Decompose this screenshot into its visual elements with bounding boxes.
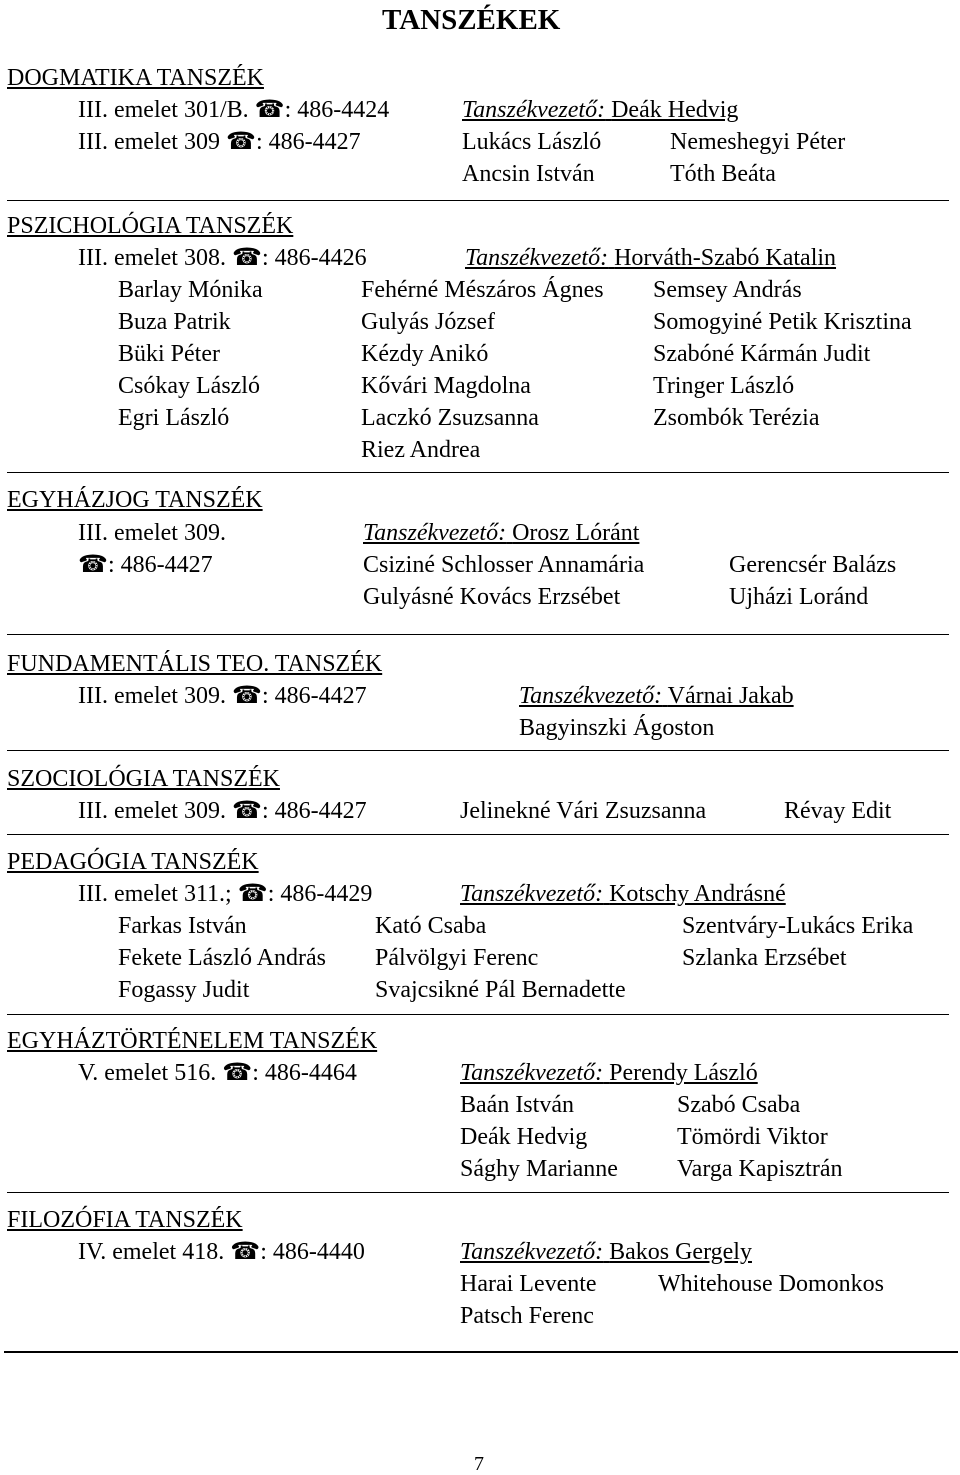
location: III. emelet 309.: [78, 683, 226, 709]
staff-name: Buza Patrik: [118, 309, 231, 335]
dept-egyhazjog-head: [363, 521, 639, 545]
staff-name: Nemeshegyi Péter: [670, 129, 846, 155]
phone-icon: ☎: [254, 97, 285, 123]
divider: [7, 634, 949, 635]
phone-icon: ☎: [225, 129, 256, 155]
head-label: Tanszékvezető:: [363, 520, 507, 546]
dept-dogmatika-location-2: [78, 130, 361, 154]
location: III. emelet 309.: [78, 798, 226, 824]
head-name: Horváth-Szabó Katalin: [614, 245, 837, 271]
phone-icon: ☎: [231, 798, 262, 824]
staff-name: Baán István: [460, 1092, 574, 1118]
staff-name: Farkas István: [118, 913, 247, 939]
staff-name: Lukács László: [462, 129, 602, 155]
location: V. emelet 516.: [78, 1060, 217, 1086]
staff-name: Szabó Csaba: [677, 1092, 801, 1118]
staff-name: Barlay Mónika: [118, 277, 263, 303]
dept-pszichologia-location: [78, 246, 367, 270]
head-label: Tanszékvezető:: [465, 245, 609, 271]
staff-name: Jelinekné Vári Zsuzsanna: [460, 798, 707, 824]
staff-name: Gulyásné Kovács Erzsébet: [363, 584, 621, 610]
dept-pszichologia-name: PSZICHOLÓGIA TANSZÉK: [7, 213, 294, 239]
staff-name: Ujházi Loránd: [729, 584, 869, 610]
location: III. emelet 301/B.: [78, 97, 249, 123]
dept-egyhaztortenelem-head: [460, 1061, 758, 1085]
phone-number: : 486-4424: [284, 97, 390, 123]
location: III. emelet 308.: [78, 245, 226, 271]
phone-number: : 486-4426: [261, 245, 367, 271]
staff-name: Csiziné Schlosser Annamária: [363, 552, 645, 578]
staff-name: Deák Hedvig: [460, 1124, 588, 1150]
staff-name: Varga Kapisztrán: [677, 1156, 843, 1182]
divider: [7, 472, 949, 473]
staff-name: Pálvölgyi Ferenc: [375, 945, 539, 971]
head-name: Várnai Jakab: [667, 683, 794, 709]
phone-number: : 486-4427: [261, 683, 367, 709]
phone-number: : 486-4427: [261, 798, 367, 824]
staff-name: Kővári Magdolna: [361, 373, 531, 399]
staff-name: Kató Csaba: [375, 913, 487, 939]
phone-icon: ☎: [78, 552, 108, 578]
page-number: 7: [474, 1453, 484, 1475]
page-title: TANSZÉKEK: [382, 4, 561, 36]
location: III. emelet 311.;: [78, 881, 232, 907]
phone-number: : 486-4427: [255, 129, 361, 155]
head-name: Perendy László: [609, 1060, 758, 1086]
dept-egyhazjog-phone: [78, 553, 213, 577]
phone-icon: ☎: [222, 1060, 253, 1086]
dept-fundamentalis-location: [78, 684, 367, 708]
divider: [4, 1351, 958, 1353]
staff-name: Laczkó Zsuzsanna: [361, 405, 539, 431]
dept-filozofia-name: FILOZÓFIA TANSZÉK: [7, 1207, 243, 1233]
dept-filozofia-location: [78, 1240, 365, 1264]
phone-icon: ☎: [231, 683, 262, 709]
head-name: Orosz Lóránt: [512, 520, 640, 546]
dept-egyhaztortenelem-location: [78, 1061, 357, 1085]
dept-egyhaztortenelem-name: EGYHÁZTÖRTÉNELEM TANSZÉK: [7, 1028, 378, 1054]
phone-number: : 486-4427: [108, 552, 213, 578]
staff-name: Szlanka Erzsébet: [682, 945, 847, 971]
staff-name: Csókay László: [118, 373, 260, 399]
staff-name: Büki Péter: [118, 341, 220, 367]
phone-icon: ☎: [230, 1239, 261, 1265]
divider: [7, 1014, 949, 1015]
staff-name: Gerencsér Balázs: [729, 552, 897, 578]
location: III. emelet 309: [78, 129, 220, 155]
staff-name: Patsch Ferenc: [460, 1303, 594, 1329]
head-label: Tanszékvezető:: [519, 683, 663, 709]
dept-fundamentalis-name: FUNDAMENTÁLIS TEO. TANSZÉK: [7, 651, 383, 677]
staff-name: Ancsin István: [462, 161, 595, 187]
dept-egyhazjog-name: EGYHÁZJOG TANSZÉK: [7, 487, 263, 513]
dept-pedagogia-location: [78, 882, 372, 906]
divider: [7, 750, 949, 751]
dept-dogmatika-head: [462, 98, 738, 122]
staff-name: Sághy Marianne: [460, 1156, 618, 1182]
phone-number: : 486-4429: [267, 881, 373, 907]
dept-dogmatika-location-1: [78, 98, 389, 122]
staff-name: Szabóné Kármán Judit: [653, 341, 871, 367]
head-label: Tanszékvezető:: [460, 881, 604, 907]
dept-fundamentalis-head: [519, 684, 794, 708]
staff-name: Riez Andrea: [361, 437, 481, 463]
divider: [7, 834, 949, 835]
staff-name: Tringer László: [653, 373, 795, 399]
divider: [7, 200, 949, 201]
staff-name: Harai Levente: [460, 1271, 597, 1297]
dept-pedagogia-name: PEDAGÓGIA TANSZÉK: [7, 849, 259, 875]
staff-name: Fogassy Judit: [118, 977, 250, 1003]
dept-pedagogia-head: [460, 882, 786, 906]
head-name: Deák Hedvig: [611, 97, 739, 123]
staff-name: Szentváry-Lukács Erika: [682, 913, 914, 939]
staff-name: Kézdy Anikó: [361, 341, 489, 367]
location: IV. emelet 418.: [78, 1239, 225, 1265]
staff-name: Zsombók Terézia: [653, 405, 820, 431]
staff-name: Svajcsikné Pál Bernadette: [375, 977, 626, 1003]
dept-dogmatika-name: DOGMATIKA TANSZÉK: [7, 65, 264, 91]
staff-name: Whitehouse Domonkos: [658, 1271, 884, 1297]
dept-szociologia-name: SZOCIOLÓGIA TANSZÉK: [7, 766, 280, 792]
head-label: Tanszékvezető:: [460, 1239, 604, 1265]
head-name: Bakos Gergely: [609, 1239, 752, 1265]
location: III. emelet 309.: [78, 520, 226, 546]
staff-name: Egri László: [118, 405, 230, 431]
staff-name: Fekete László András: [118, 945, 326, 971]
staff-name: Révay Edit: [784, 798, 892, 824]
dept-pszichologia-head: [465, 246, 836, 270]
staff-name: Bagyinszki Ágoston: [519, 715, 715, 741]
dept-filozofia-head: [460, 1240, 752, 1264]
phone-number: : 486-4440: [260, 1239, 365, 1265]
phone-icon: ☎: [231, 245, 262, 271]
divider: [7, 1192, 949, 1193]
head-label: Tanszékvezető:: [460, 1060, 604, 1086]
head-name: Kotschy Andrásné: [609, 881, 786, 907]
staff-name: Semsey András: [653, 277, 802, 303]
staff-name: Tóth Beáta: [670, 161, 776, 187]
head-label: Tanszékvezető:: [462, 97, 606, 123]
phone-icon: ☎: [237, 881, 268, 907]
staff-name: Gulyás József: [361, 309, 495, 335]
staff-name: Tömördi Viktor: [677, 1124, 828, 1150]
dept-szociologia-location: [78, 799, 367, 823]
staff-name: Somogyiné Petik Krisztina: [653, 309, 912, 335]
staff-name: Fehérné Mészáros Ágnes: [361, 277, 604, 303]
phone-number: : 486-4464: [252, 1060, 357, 1086]
